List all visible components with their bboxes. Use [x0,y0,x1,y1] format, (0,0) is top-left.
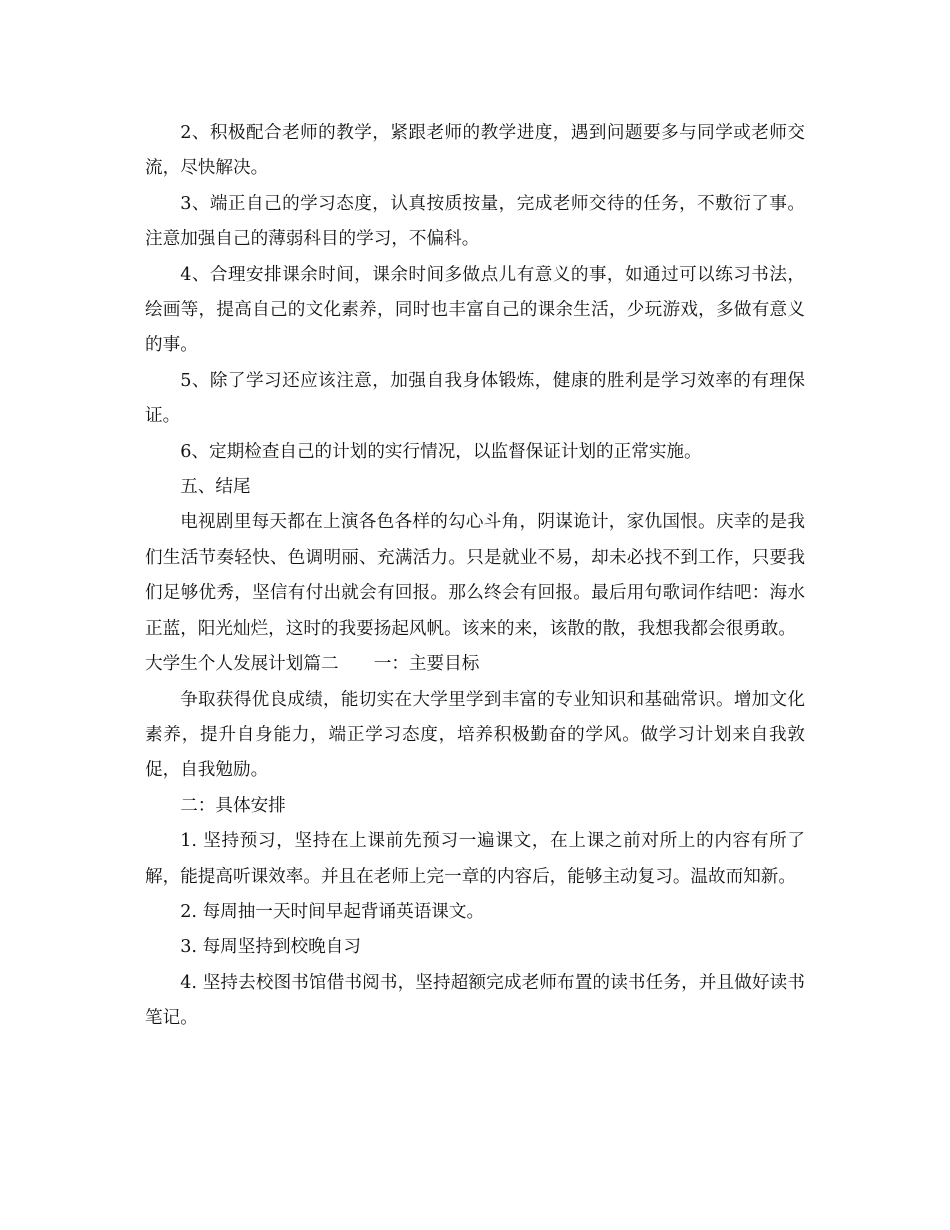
paragraph-item-4: 4、合理安排课余时间，课余时间多做点儿有意义的事，如通过可以练习书法，绘画等，提高自己的文化素养，同时也丰富自己的课余生活，少玩游戏，多做有意义的事。 [145,264,805,356]
plan-item-3: 3. 每周坚持到校晚自习 [180,937,361,958]
section-title: 大学生个人发展计划篇二 一：主要目标 [145,654,480,675]
paragraph-ending: 电视剧里每天都在上演各色各样的勾心斗角，阴谋诡计，家仇国恨。庆幸的是我们生活节奏轻快、色调明丽、充满活力。只是就业不易，却未必找不到工作，只要我们足够优秀，坚信有付出就会有回报。那么终会有回报。最后用句歌词作结吧：海水正蓝，阳光灿烂，这时的我要扬起风帆。该来的来，该散的散，我想我都会很勇敢。 [145,512,805,639]
plan-item-4: 4. 坚持去校图书馆借书阅书，坚持超额完成老师布置的读书任务，并且做好读书笔记。 [145,972,805,1029]
paragraph-item-3: 3、端正自己的学习态度，认真按质按量，完成老师交待的任务，不敷衍了事。注意加强自己的薄弱科目的学习，不偏科。 [145,193,805,250]
section-heading-ending: 五、结尾 [180,477,251,498]
plan-item-1: 1. 坚持预习，坚持在上课前先预习一遍课文，在上课之前对所上的内容有所了解，能提高听课效率。并且在老师上完一章的内容后，能够主动复习。温故而知新。 [145,831,805,887]
paragraph-item-6: 6、定期检查自己的计划的实行情况，以监督保证计划的正常实施。 [180,441,702,462]
plan-item-2: 2. 每周抽一天时间早起背诵英语课文。 [180,901,485,922]
paragraph-goal: 争取获得优良成绩，能切实在大学里学到丰富的专业知识和基础常识。增加文化素养，提升自身能力，端正学习态度，培养积极勤奋的学风。做学习计划来自我敦促，自我勉励。 [145,689,805,781]
document-body [145,116,805,1037]
paragraph-item-2: 2、积极配合老师的教学，紧跟老师的教学进度，遇到问题要多与同学或老师交流，尽快解决。 [145,123,805,179]
paragraph-item-5: 5、除了学习还应该注意，加强自我身体锻炼，健康的胜利是学习效率的有理保证。 [145,370,805,427]
section-heading-plan: 二：具体安排 [180,795,286,816]
